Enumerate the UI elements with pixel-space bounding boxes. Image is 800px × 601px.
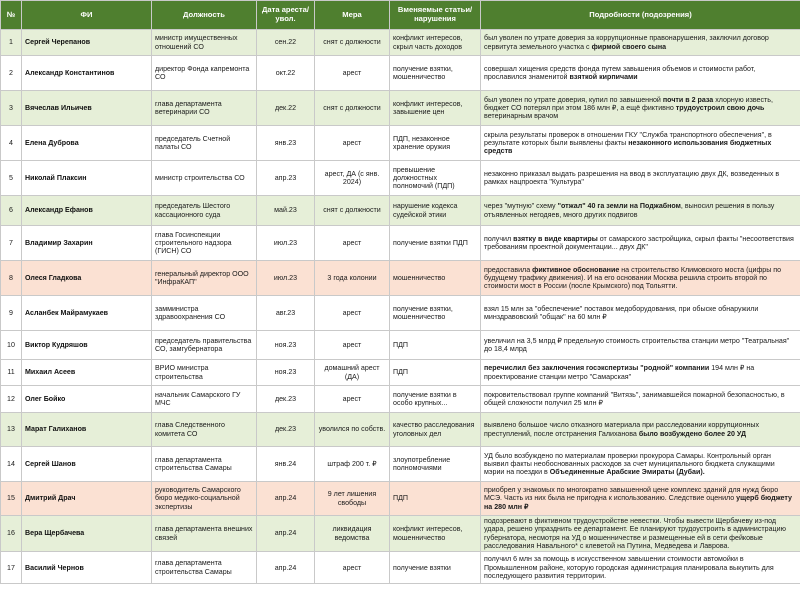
details-text: приобрел у знакомых по многократно завышенной цене комплекс зданий для нужд бюро МСЭ. Часть из них была не пригодна к использованию. Следствие оценило [484,486,779,503]
measure-cell: 9 лет лишения свободы [315,482,390,516]
official-name: Сергей Шанов [22,447,152,482]
details-text: покровительствовал группе компаний "Витязь", занимавшейся пожарной безопасностью, в общей сложности получил 25 млн ₽ [484,390,785,407]
position-cell: директор Фонда капремонта СО [152,56,257,91]
details-highlight: взятку в виде квартиры [513,234,598,243]
position-cell: генеральный директор ООО "ИнфраКАП" [152,261,257,296]
table-row [1,226,800,261]
position-cell: председатель правительства СО, замгубернатора [152,331,257,360]
date-cell: июл.23 [257,261,315,296]
date-cell: ноя.23 [257,360,315,386]
official-name: Александр Константинов [22,56,152,91]
details-cell [481,516,800,552]
measure-cell: арест [315,126,390,161]
header-row [1,1,800,30]
table-row [1,56,800,91]
articles-cell: конфликт интересов, завышение цен [390,91,481,126]
row-number: 7 [1,226,22,261]
official-name: Николай Плаксин [22,161,152,196]
row-number: 16 [1,516,22,552]
table-row [1,413,800,447]
measure-cell: штраф 200 т. ₽ [315,447,390,482]
details-highlight: было возбуждено более 20 УД [638,429,747,438]
details-text: был уволен по утрате доверия, купил по завышенной [484,95,663,104]
official-name: Асланбек Майрамукаев [22,296,152,331]
position-cell: глава Следственного комитета СО [152,413,257,447]
details-cell [481,261,800,296]
details-cell [481,413,800,447]
date-cell: апр.24 [257,482,315,516]
table-row [1,261,800,296]
articles-cell: ПДП [390,482,481,516]
header-name: ФИ [22,1,152,30]
table-row [1,30,800,56]
position-cell: замминистра здравоохранения СО [152,296,257,331]
row-number: 9 [1,296,22,331]
details-cell [481,226,800,261]
position-cell: глава департамента внешних связей [152,516,257,552]
table-body [1,30,800,584]
position-cell: глава департамента строительства Самары [152,447,257,482]
row-number: 13 [1,413,22,447]
official-name: Виктор Кудряшов [22,331,152,360]
measure-cell: ликвидация ведомства [315,516,390,552]
row-number: 15 [1,482,22,516]
table-row [1,552,800,584]
details-highlight: фирмой своего сына [591,42,667,51]
table-row [1,331,800,360]
official-name: Владимир Захарин [22,226,152,261]
articles-cell: конфликт интересов, мошенничество [390,516,481,552]
details-text: взял 15 млн за "обеспечение" поставок медоборудования, при обыске обнаружили минздравовский "общак" на 60 млн ₽ [484,304,759,321]
details-text: от самарского застройщика, скрыл факты "несоответствия требованиям проектной документации... двух ДК" [484,234,794,251]
table-row [1,126,800,161]
details-text: выявлено большое число отказного материала при расследовании коррупционных преступлений, после отстранения Галиханова [484,421,760,438]
articles-cell: ПДП, незаконное хранение оружия [390,126,481,161]
row-number: 10 [1,331,22,360]
position-cell: председатель Шестого кассационного суда [152,196,257,226]
details-text: получил 6 млн за помощь в искусственном завышении стоимости автомойки в Промышленном районе, которую городская администрация планировала выкупить для последующего развития территории. [484,555,774,580]
official-name: Вячеслав Ильичев [22,91,152,126]
details-text: ветеринарным врачом [484,112,559,121]
measure-cell: арест, ДА (с янв. 2024) [315,161,390,196]
details-cell [481,447,800,482]
date-cell: дек.23 [257,413,315,447]
details-cell [481,56,800,91]
details-text: был уволен по утрате доверия за коррупционные правонарушения, заключил договор сервитута земельного участка с [484,34,769,51]
details-highlight: перечислил без заключения госэкспертизы "родной" компании [484,364,710,373]
details-text: незаконно приказал выдать разрешения на ввод в эксплуатацию двух ДК, возведенных в рамках нацпроекта "Культура" [484,169,780,186]
details-highlight: трудоустроил свою дочь [675,103,765,112]
articles-cell: качество расследования уголовных дел [390,413,481,447]
details-text: предоставила [484,265,533,274]
articles-cell: конфликт интересов, скрыл часть доходов [390,30,481,56]
position-cell: глава департамента строительства Самары [152,552,257,584]
date-cell: янв.24 [257,447,315,482]
details-cell [481,91,800,126]
articles-cell: получение взятки, мошенничество [390,296,481,331]
articles-cell: нарушение кодекса судейской этики [390,196,481,226]
table-row [1,360,800,386]
details-cell [481,30,800,56]
articles-cell: получение взятки, мошенничество [390,56,481,91]
table-row [1,161,800,196]
details-cell [481,126,800,161]
details-cell [481,196,800,226]
official-name: Дмитрий Драч [22,482,152,516]
measure-cell: арест [315,386,390,413]
position-cell: начальник Самарского ГУ МЧС [152,386,257,413]
details-highlight: ущерб бюджету на 280 млн ₽ [484,494,792,511]
header-articles: Вменяемые статьи/нарушения [390,1,481,30]
header-position: Должность [152,1,257,30]
details-highlight: почти в 2 раза [662,95,714,104]
header-date: Дата ареста/увол. [257,1,315,30]
position-cell: руководитель Самарского бюро медико-социальной экспертизы [152,482,257,516]
official-name: Михаил Асеев [22,360,152,386]
date-cell: июл.23 [257,226,315,261]
articles-cell: мошенничество [390,261,481,296]
details-text: скрыла результаты проверок в отношении ГКУ "Служба транспортного обеспечения", в результате которых были выявлены факты [484,130,772,147]
row-number: 4 [1,126,22,161]
table-row [1,516,800,552]
articles-cell: получение взятки ПДП [390,226,481,261]
measure-cell: снят с должности [315,30,390,56]
official-name: Василий Чернов [22,552,152,584]
details-text: совершал хищения средств фонда путем завышения объемов и стоимости работ, прославился знаменитой [484,64,756,81]
row-number: 6 [1,196,22,226]
header-details: Подробности (подозрения) [481,1,800,30]
details-text: увеличил на 3,5 млрд ₽ предельную стоимость строительства станции метро "Театральная" до 18,4 млрд [484,336,790,353]
table-row [1,196,800,226]
official-name: Вера Щербачева [22,516,152,552]
measure-cell: снят с должности [315,91,390,126]
measure-cell: домашний арест (ДА) [315,360,390,386]
details-highlight: взяткой кирпичами [569,73,638,81]
row-number: 17 [1,552,22,584]
date-cell: дек.22 [257,91,315,126]
date-cell: ноя.23 [257,331,315,360]
details-text: хлорную известь, бюджет СО потерял при этом 186 млн ₽, а ещё фиктивно [484,95,773,112]
details-highlight: фиктивное обоснование [532,265,620,274]
official-name: Сергей Черепанов [22,30,152,56]
header-measure: Мера [315,1,390,30]
official-name: Марат Галиханов [22,413,152,447]
table-row [1,386,800,413]
row-number: 3 [1,91,22,126]
date-cell: сен.22 [257,30,315,56]
details-cell [481,552,800,584]
details-text: через "мутную" схему [484,202,558,211]
official-name: Олеся Гладкова [22,261,152,296]
official-name: Елена Дуброва [22,126,152,161]
measure-cell: 3 года колонии [315,261,390,296]
details-cell [481,482,800,516]
details-cell [481,296,800,331]
date-cell: окт.22 [257,56,315,91]
row-number: 2 [1,56,22,91]
date-cell: дек.23 [257,386,315,413]
date-cell: авг.23 [257,296,315,331]
position-cell: глава Госинспекции строительного надзора (ГИСН) СО [152,226,257,261]
row-number: 1 [1,30,22,56]
official-name: Олег Бойко [22,386,152,413]
articles-cell: получение взятки [390,552,481,584]
date-cell: апр.24 [257,516,315,552]
date-cell: апр.23 [257,161,315,196]
measure-cell: уволился по собств. [315,413,390,447]
table-row [1,447,800,482]
header-num: № [1,1,22,30]
details-highlight: "отжал" 40 га земли на Поджабном [557,202,681,211]
articles-cell: превышение должностных полномочий (ПДП) [390,161,481,196]
row-number: 8 [1,261,22,296]
measure-cell: снят с должности [315,196,390,226]
date-cell: май.23 [257,196,315,226]
measure-cell: арест [315,552,390,584]
articles-cell: злоупотребление полномочиями [390,447,481,482]
details-text: УД было возбуждено по материалам проверки прокурора Самары. Контрольный орган выявил факты необоснованных расходов за счет муниципального бюджета служащими мэрии на поездки в [484,451,775,477]
table-row [1,482,800,516]
position-cell: ВРИО министра строительства [152,360,257,386]
measure-cell: арест [315,226,390,261]
official-name: Александр Ефанов [22,196,152,226]
date-cell: апр.24 [257,552,315,584]
articles-cell: получение взятки в особо крупных... [390,386,481,413]
details-highlight: Объединенные Арабские Эмираты (Дубаи). [549,468,705,477]
articles-cell: ПДП [390,331,481,360]
row-number: 11 [1,360,22,386]
table-row [1,91,800,126]
details-cell [481,331,800,360]
position-cell: министр имущественных отношений СО [152,30,257,56]
date-cell: янв.23 [257,126,315,161]
details-text: получил [484,234,514,243]
details-cell [481,386,800,413]
measure-cell: арест [315,56,390,91]
position-cell: глава департамента ветеринарии СО [152,91,257,126]
row-number: 5 [1,161,22,196]
details-cell [481,360,800,386]
articles-cell: ПДП [390,360,481,386]
row-number: 12 [1,386,22,413]
details-cell [481,161,800,196]
details-text: на строительство Климовского моста (цифры по будущему трафику движения). И на его основании Москва решила строить второй по стоимости мост в России (после Крымского) под Тольятти. [484,265,782,291]
table-row [1,296,800,331]
row-number: 14 [1,447,22,482]
details-text: , выносил решения в пользу отъявленных негодяев, много других подвигов [484,202,775,219]
measure-cell: арест [315,296,390,331]
details-text: 194 млн ₽ на проектирование станции метро "Самарская" [484,364,755,381]
position-cell: министр строительства СО [152,161,257,196]
details-highlight: незаконного использования бюджетных средств [484,138,772,156]
details-text: подозревают в фиктивном трудоустройстве невестки. Чтобы вывести Щербачеву из-под удара, решено упразднить ее департамент. Ее планируют трудоустроить в администрацию губернатора, несмотря на УД о мошенничестве и размещенные ей в сети фейковые расследования Навального* с клеветой на Путина, Медведева и Лаврова. [484,517,786,550]
position-cell: председатель Счетной палаты СО [152,126,257,161]
measure-cell: арест [315,331,390,360]
